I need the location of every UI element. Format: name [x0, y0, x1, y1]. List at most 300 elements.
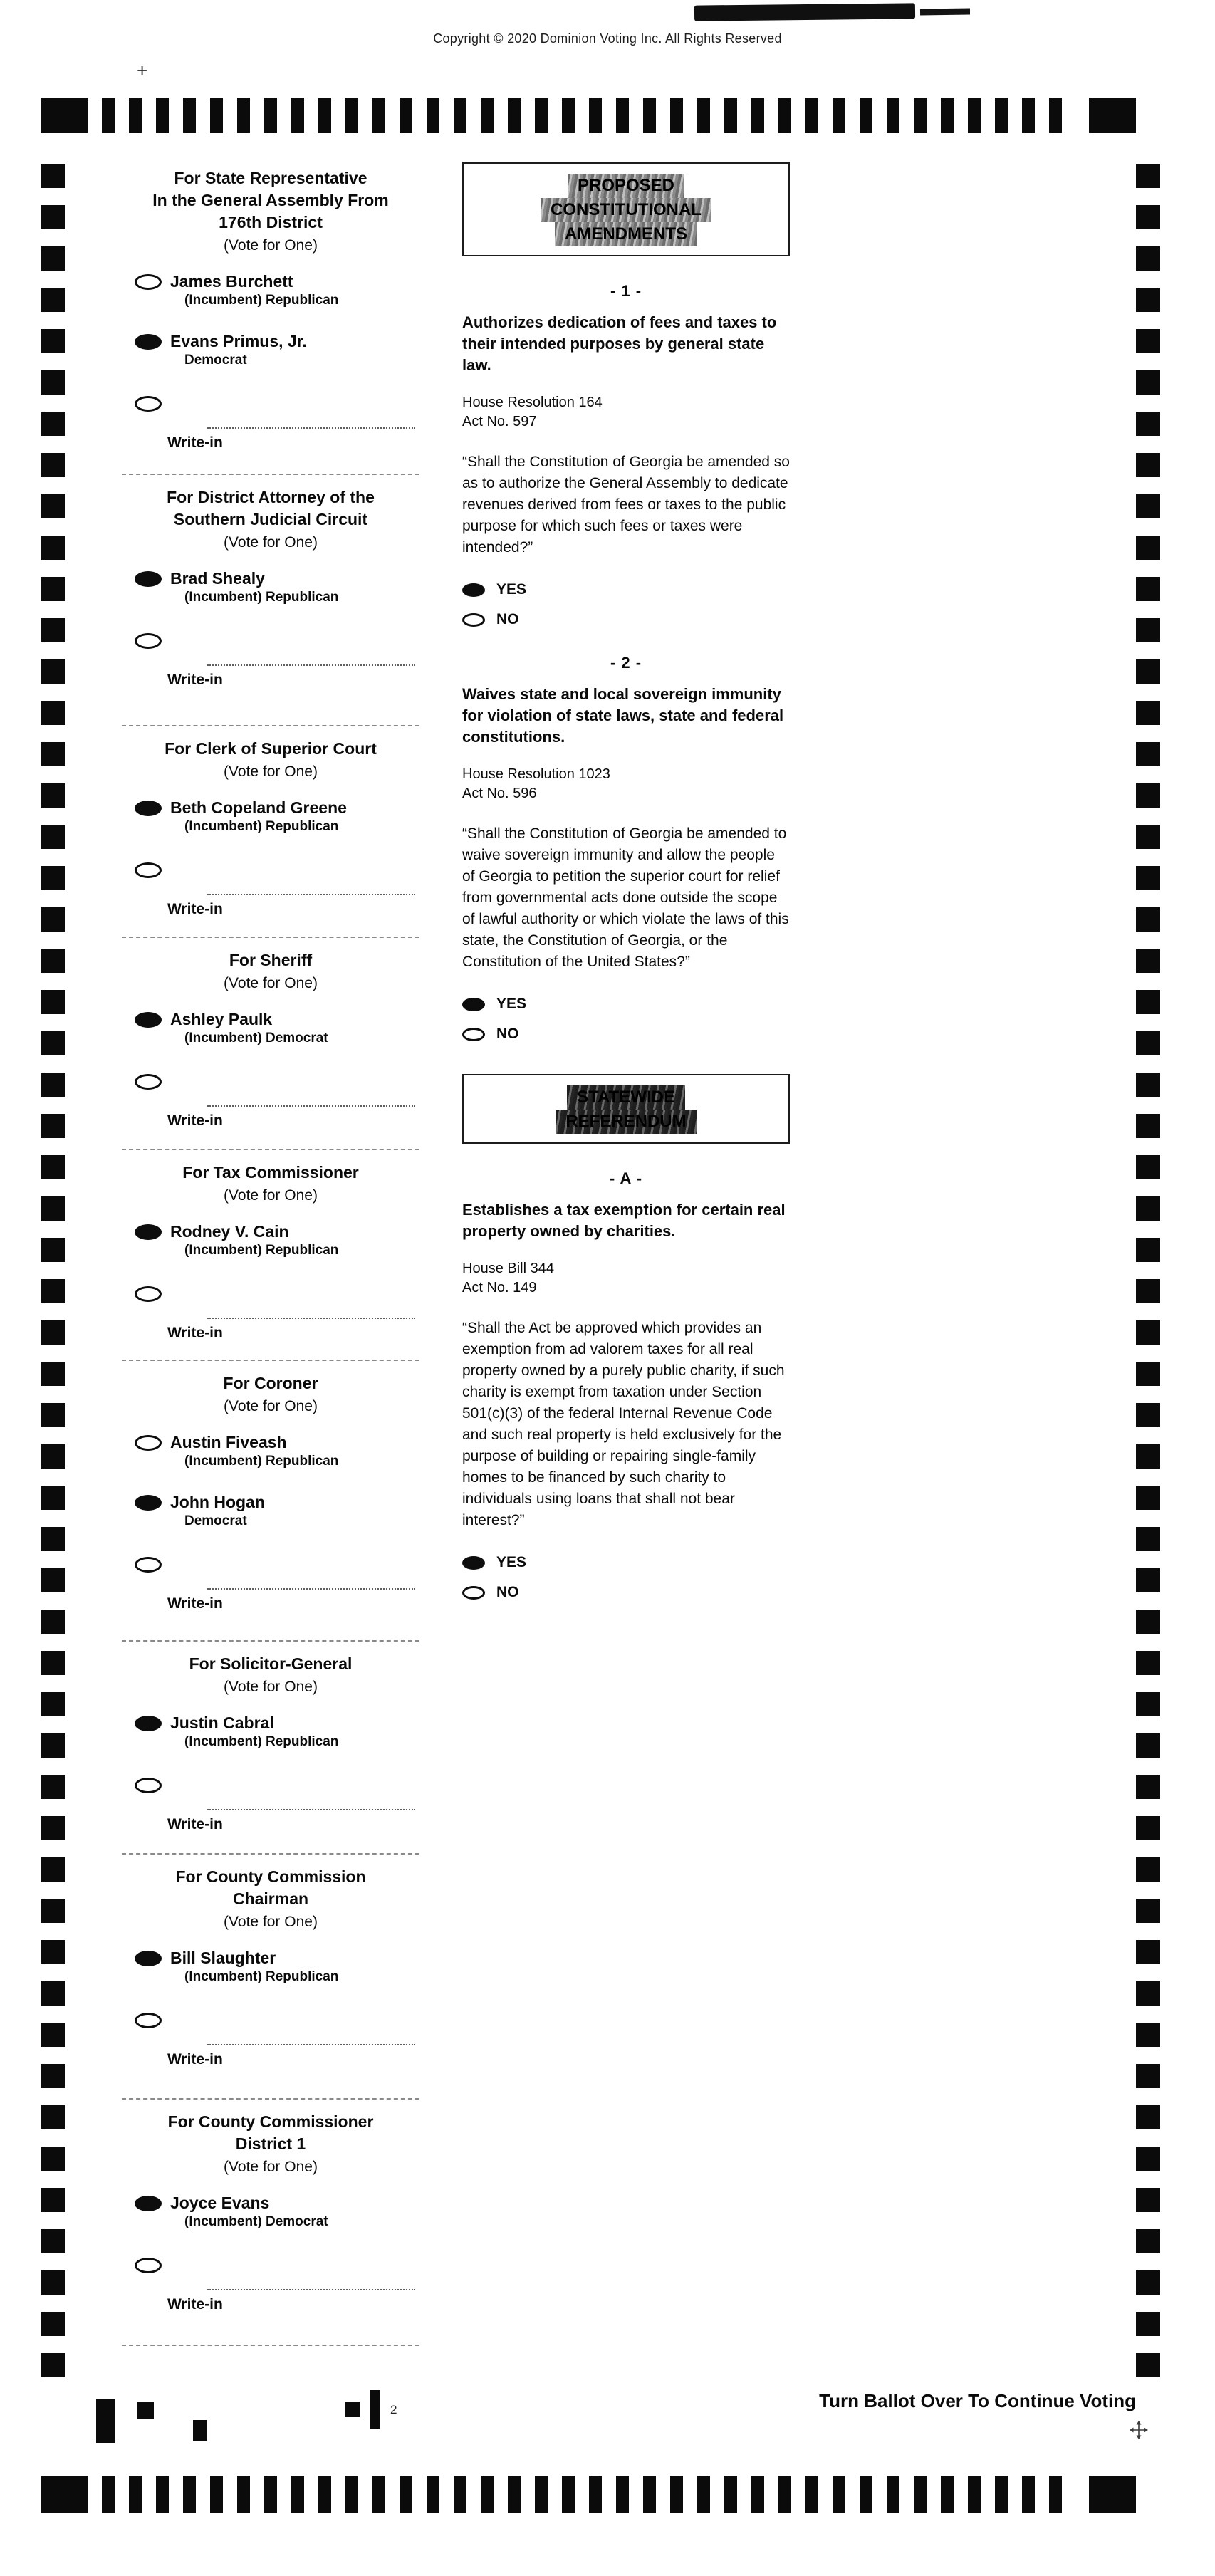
timing-mark — [41, 577, 65, 601]
timing-mark — [41, 1320, 65, 1345]
timing-mark — [102, 2476, 115, 2513]
contest-instruction: (Vote for One) — [224, 1187, 318, 1204]
timing-mark — [41, 1940, 65, 1964]
timing-mark — [1136, 1527, 1160, 1551]
timing-mark — [41, 1775, 65, 1799]
timing-mark — [41, 1733, 65, 1758]
measure-reference-line: Act No. 597 — [462, 414, 537, 429]
measure-question: “Shall the Constitution of Georgia be amended so as to authorize the General Assembly to dedicate revenues derived from fees or taxes to the public purpose for which such fees or taxes were intended?” — [462, 454, 790, 556]
timing-mark — [1136, 205, 1160, 229]
timing-mark — [1136, 536, 1160, 560]
section-header-box — [462, 162, 790, 256]
write-in-label: Write-in — [167, 1112, 223, 1129]
contest-title-line: For District Attorney of the — [167, 488, 375, 506]
measure-summary: Authorizes dedication of fees and taxes to their intended purposes by general state law. — [462, 313, 777, 374]
write-in-bubble-row — [122, 396, 419, 414]
timing-mark — [41, 1692, 65, 1716]
timing-mark — [41, 2229, 65, 2253]
contest-title-line: For Clerk of Superior Court — [165, 739, 377, 758]
measure-references — [462, 1259, 790, 1298]
candidate-name: Justin Cabral — [170, 1714, 274, 1732]
timing-mark — [1136, 866, 1160, 890]
timing-mark — [41, 1444, 65, 1469]
measure-references — [462, 765, 790, 803]
timing-mark — [41, 701, 65, 725]
timing-mark — [41, 1279, 65, 1303]
write-in-bubble[interactable] — [135, 1286, 162, 1302]
write-in-area — [122, 2044, 419, 2068]
timing-mark — [1136, 1899, 1160, 1923]
timing-mark — [1136, 1238, 1160, 1262]
timing-mark — [643, 2476, 656, 2513]
write-in-area — [122, 894, 419, 918]
candidate-detail: (Incumbent) Republican — [184, 1243, 339, 1258]
measure-reference-line: House Bill 344 — [462, 1261, 554, 1276]
timing-mark — [1136, 1692, 1160, 1716]
candidate-row — [122, 1712, 419, 1751]
timing-mark — [41, 1486, 65, 1510]
measure-block — [462, 1169, 790, 1601]
measure-reference-line: Act No. 596 — [462, 786, 537, 801]
timing-mark — [1136, 1403, 1160, 1427]
timing-mark — [535, 98, 548, 133]
timing-mark — [481, 2476, 494, 2513]
timing-mark — [887, 98, 899, 133]
timing-mark — [1136, 618, 1160, 642]
candidate-detail: (Incumbent) Republican — [184, 819, 339, 834]
candidate-bubble[interactable] — [135, 334, 162, 350]
candidate-row — [122, 330, 419, 369]
timing-mark — [1136, 1362, 1160, 1386]
timing-mark — [1136, 825, 1160, 849]
candidate-bubble[interactable] — [135, 801, 162, 816]
timing-mark — [41, 2270, 65, 2295]
timing-mark — [41, 1403, 65, 1427]
candidate-bubble[interactable] — [135, 1495, 162, 1511]
timing-mark — [1136, 949, 1160, 973]
timing-mark — [1136, 1568, 1160, 1592]
timing-mark — [1136, 701, 1160, 725]
contest-block — [122, 1372, 419, 1612]
contest-separator — [122, 725, 419, 726]
measure-option — [462, 581, 790, 598]
write-in-label: Write-in — [167, 1325, 223, 1341]
option-bubble[interactable] — [462, 1586, 485, 1600]
timing-mark — [1136, 1733, 1160, 1758]
candidate-bubble[interactable] — [135, 1012, 162, 1028]
candidate-list — [122, 271, 419, 369]
contest-title-line: District 1 — [235, 2134, 306, 2153]
contest-instruction: (Vote for One) — [224, 237, 318, 254]
registration-cross-icon — [1127, 2419, 1150, 2445]
timing-mark — [41, 370, 65, 395]
timing-mark — [751, 2476, 764, 2513]
contest-title-line: Chairman — [232, 1889, 309, 1908]
measure-block — [462, 654, 790, 1043]
timing-mark — [1136, 1981, 1160, 2006]
write-in-line — [207, 427, 415, 429]
timing-mark — [41, 783, 65, 808]
timing-mark — [887, 2476, 899, 2513]
write-in-label: Write-in — [167, 2296, 223, 2312]
contest-block — [122, 738, 419, 918]
timing-mark — [670, 98, 683, 133]
candidate-bubble[interactable] — [135, 1435, 162, 1451]
write-in-bubble[interactable] — [135, 862, 162, 878]
timing-mark — [1136, 783, 1160, 808]
write-in-bubble-row — [122, 1286, 419, 1305]
contest-title-line: In the General Assembly From — [152, 191, 389, 209]
write-in-line — [207, 664, 415, 666]
measure-option — [462, 611, 790, 628]
measure-option — [462, 996, 790, 1013]
timing-mark — [833, 98, 845, 133]
timing-mark — [1136, 1651, 1160, 1675]
candidate-name: John Hogan — [170, 1493, 265, 1511]
timing-mark — [41, 825, 65, 849]
timing-mark — [41, 246, 65, 271]
candidate-list — [122, 2192, 419, 2231]
write-in-bubble[interactable] — [135, 633, 162, 649]
write-in-bubble-row — [122, 1074, 419, 1093]
candidate-bubble[interactable] — [135, 1224, 162, 1240]
option-label: YES — [496, 581, 527, 598]
measure-options — [462, 581, 790, 628]
contest-instruction: (Vote for One) — [224, 1914, 318, 1930]
contest-separator — [122, 1149, 419, 1150]
section-header-line: STATEWIDE — [567, 1085, 685, 1110]
contest-separator — [122, 1360, 419, 1361]
timing-mark — [41, 1196, 65, 1221]
timing-mark — [41, 1527, 65, 1551]
section-header-line: CONSTITUTIONAL — [541, 198, 711, 222]
timing-mark — [1049, 98, 1062, 133]
candidate-name: Beth Copeland Greene — [170, 798, 347, 817]
timing-mark — [41, 1114, 65, 1138]
timing-mark — [833, 2476, 845, 2513]
timing-mark — [805, 2476, 818, 2513]
contest-title-line: For Solicitor-General — [189, 1654, 353, 1673]
contest-header — [122, 1866, 419, 1933]
scan-artifact — [920, 9, 970, 16]
timing-mark — [697, 2476, 710, 2513]
section-header-row — [468, 174, 784, 198]
write-in-line — [207, 894, 415, 895]
option-bubble[interactable] — [462, 1028, 485, 1041]
contest-separator — [122, 937, 419, 938]
timing-mark — [427, 98, 439, 133]
timing-mark — [1022, 98, 1035, 133]
write-in-bubble[interactable] — [135, 1074, 162, 1090]
section-header-row — [468, 1085, 784, 1110]
timing-mark — [589, 2476, 602, 2513]
timing-mark — [41, 2312, 65, 2336]
timing-mark — [1136, 659, 1160, 684]
section-header-line: AMENDMENTS — [555, 222, 697, 246]
timing-mark — [41, 329, 65, 353]
timing-mark — [1136, 1940, 1160, 1964]
timing-mark — [1136, 1320, 1160, 1345]
timing-mark — [481, 98, 494, 133]
measure-summary: Establishes a tax exemption for certain real property owned by charities. — [462, 1201, 786, 1240]
candidate-detail: (Incumbent) Republican — [184, 590, 339, 605]
timing-mark — [41, 659, 65, 684]
candidate-name: James Burchett — [170, 272, 293, 291]
timing-mark — [1136, 370, 1160, 395]
candidate-list — [122, 1712, 419, 1751]
timing-mark — [1136, 577, 1160, 601]
candidate-list — [122, 1008, 419, 1047]
contest-header — [122, 1372, 419, 1417]
write-in-bubble[interactable] — [135, 2258, 162, 2273]
timing-mark — [1136, 1279, 1160, 1303]
contest-title-line: 176th District — [219, 213, 323, 231]
registration-plus-mark: + — [137, 60, 148, 81]
write-in-bubble[interactable] — [135, 2013, 162, 2028]
measure-options — [462, 996, 790, 1043]
timing-mark — [41, 2188, 65, 2212]
section-header-line: REFERENDUM — [556, 1110, 696, 1134]
measure-references — [462, 393, 790, 432]
contest-block — [122, 949, 419, 1130]
timing-mark — [1136, 2105, 1160, 2129]
candidate-name: Ashley Paulk — [170, 1010, 273, 1028]
timing-mark — [41, 618, 65, 642]
timing-mark — [1136, 1196, 1160, 1221]
measure-reference-line: House Resolution 1023 — [462, 766, 610, 782]
timing-mark — [1136, 412, 1160, 436]
timing-mark — [1049, 2476, 1062, 2513]
candidate-row — [122, 1491, 419, 1530]
option-label: NO — [496, 611, 519, 627]
contest-header — [122, 1653, 419, 1698]
contest-separator — [122, 1853, 419, 1855]
candidate-detail: Democrat — [184, 353, 247, 367]
timing-mark — [1136, 1444, 1160, 1469]
timing-mark — [41, 1610, 65, 1634]
timing-mark — [1136, 2312, 1160, 2336]
write-in-line — [207, 2289, 415, 2290]
timing-mark — [41, 288, 65, 312]
timing-mark — [670, 2476, 683, 2513]
contest-header — [122, 486, 419, 553]
option-bubble[interactable] — [462, 1556, 485, 1570]
contest-column — [122, 0, 419, 2576]
candidate-bubble[interactable] — [135, 571, 162, 587]
timing-mark — [1136, 2188, 1160, 2212]
timing-mark — [724, 98, 737, 133]
candidate-name: Austin Fiveash — [170, 1433, 287, 1451]
timing-mark — [1136, 1610, 1160, 1634]
timing-mark — [535, 2476, 548, 2513]
timing-mark — [1136, 1816, 1160, 1840]
measure-option — [462, 1584, 790, 1601]
contest-block — [122, 1866, 419, 2068]
option-label: NO — [496, 1026, 519, 1042]
measure-option — [462, 1554, 790, 1571]
candidate-bubble[interactable] — [135, 1716, 162, 1731]
measure-block — [462, 282, 790, 628]
timing-mark — [427, 2476, 439, 2513]
contest-block — [122, 167, 419, 452]
contest-title-line: For County Commission — [175, 1867, 366, 1886]
timing-mark — [1136, 1155, 1160, 1179]
timing-mark — [508, 2476, 521, 2513]
timing-mark — [968, 98, 981, 133]
contest-header — [122, 2111, 419, 2178]
timing-mark — [1136, 1031, 1160, 1055]
timing-mark — [41, 1857, 65, 1882]
write-in-line — [207, 1588, 415, 1590]
timing-mark — [508, 98, 521, 133]
candidate-name: Evans Primus, Jr. — [170, 332, 307, 350]
write-in-label: Write-in — [167, 434, 223, 451]
timing-mark — [41, 1031, 65, 1055]
candidate-detail: (Incumbent) Democrat — [184, 2214, 328, 2229]
write-in-line — [207, 2044, 415, 2045]
write-in-line — [207, 1105, 415, 1107]
write-in-line — [207, 1318, 415, 1319]
write-in-label: Write-in — [167, 1595, 223, 1612]
timing-mark — [1089, 98, 1136, 133]
candidate-list — [122, 568, 419, 606]
timing-mark — [41, 1238, 65, 1262]
timing-mark — [1089, 2476, 1136, 2513]
timing-mark — [1136, 2064, 1160, 2088]
write-in-label: Write-in — [167, 1816, 223, 1832]
candidate-name: Bill Slaughter — [170, 1949, 276, 1967]
timing-mark — [41, 205, 65, 229]
write-in-label: Write-in — [167, 2051, 223, 2067]
candidate-detail: (Incumbent) Republican — [184, 1969, 339, 1984]
measure-reference-line: Act No. 149 — [462, 1280, 537, 1295]
candidate-bubble[interactable] — [135, 274, 162, 290]
timing-mark — [778, 2476, 791, 2513]
timing-mark — [41, 1155, 65, 1179]
contest-instruction: (Vote for One) — [224, 975, 318, 991]
contest-header — [122, 738, 419, 783]
candidate-detail: (Incumbent) Republican — [184, 293, 339, 308]
candidate-list — [122, 1221, 419, 1259]
contest-title-line: Southern Judicial Circuit — [173, 510, 368, 528]
contest-instruction: (Vote for One) — [224, 763, 318, 780]
timing-mark — [41, 1981, 65, 2006]
timing-mark — [41, 1899, 65, 1923]
candidate-row — [122, 568, 419, 606]
timing-mark — [914, 98, 927, 133]
write-in-area — [122, 2289, 419, 2313]
timing-mark — [102, 98, 115, 133]
timing-mark — [1136, 2023, 1160, 2047]
timing-mark — [1136, 907, 1160, 932]
measure-question: “Shall the Constitution of Georgia be amended to waive sovereign immunity and allow the people of Georgia to petition the superior court for relief from governmental acts done outside the scope of lawful authority or which violate the laws of this state, the Constitution of Georgia, or the Constitution of the United States?” — [462, 825, 789, 970]
section-header-line: PROPOSED — [568, 174, 684, 198]
candidate-name: Joyce Evans — [170, 2194, 270, 2212]
timing-mark — [697, 98, 710, 133]
contest-instruction: (Vote for One) — [224, 1398, 318, 1414]
candidate-row — [122, 1947, 419, 1986]
timing-mark — [616, 2476, 629, 2513]
timing-mark — [41, 494, 65, 518]
contest-separator — [122, 2098, 419, 2100]
timing-mark — [562, 2476, 575, 2513]
candidate-bubble[interactable] — [135, 2196, 162, 2211]
section-header-box — [462, 1074, 790, 1144]
option-bubble[interactable] — [462, 998, 485, 1011]
contest-title-line: For Coroner — [223, 1374, 318, 1392]
candidate-detail: (Incumbent) Democrat — [184, 1031, 328, 1045]
timing-mark — [41, 164, 65, 188]
option-label: YES — [496, 996, 527, 1012]
contest-instruction: (Vote for One) — [224, 534, 318, 551]
option-bubble[interactable] — [462, 583, 485, 597]
timing-mark — [41, 907, 65, 932]
contest-title-line: For Sheriff — [229, 951, 313, 969]
timing-mark — [41, 2353, 65, 2377]
timing-mark — [41, 1568, 65, 1592]
write-in-bubble[interactable] — [135, 396, 162, 412]
candidate-name: Brad Shealy — [170, 569, 265, 588]
candidate-bubble[interactable] — [135, 1951, 162, 1966]
timing-mark — [1136, 1486, 1160, 1510]
candidate-row — [122, 271, 419, 309]
timing-mark — [914, 2476, 927, 2513]
copyright-text: Copyright © 2020 Dominion Voting Inc. All Rights Reserved — [433, 31, 782, 46]
timing-mark — [941, 98, 954, 133]
write-in-label: Write-in — [167, 672, 223, 688]
candidate-row — [122, 1432, 419, 1470]
write-in-bubble[interactable] — [135, 1557, 162, 1573]
measures-column — [462, 162, 790, 1614]
timing-mark — [1022, 2476, 1035, 2513]
contest-title-line: For County Commissioner — [167, 2112, 374, 2131]
option-bubble[interactable] — [462, 613, 485, 627]
timing-mark — [41, 1816, 65, 1840]
contest-header — [122, 949, 419, 994]
timing-mark — [860, 98, 872, 133]
measure-options — [462, 1554, 790, 1601]
timing-mark — [1136, 1114, 1160, 1138]
timing-mark — [968, 2476, 981, 2513]
candidate-name: Rodney V. Cain — [170, 1222, 289, 1241]
timing-mark — [1136, 1073, 1160, 1097]
write-in-line — [207, 1809, 415, 1810]
timing-mark — [860, 2476, 872, 2513]
timing-mark — [1136, 2353, 1160, 2377]
timing-mark — [41, 2105, 65, 2129]
contest-block — [122, 486, 419, 689]
measure-question: “Shall the Act be approved which provides an exemption from ad valorem taxes for all real property owned by a purely public charity, if such charity is exempt from taxation under Section 501(c)(3) of the federal Internal Revenue Code and such real property is held exclusively for the purpose of building or repairing single-family homes to be financed by such charity to individuals using loans that shall not bear interest?” — [462, 1320, 785, 1528]
measure-summary: Waives state and local sovereign immunity for violation of state laws, state and federal constitutions. — [462, 685, 784, 746]
write-in-bubble[interactable] — [135, 1778, 162, 1793]
timing-mark — [41, 742, 65, 766]
write-in-bubble-row — [122, 1778, 419, 1796]
measure-number: - 1 - — [610, 282, 642, 300]
timing-mark — [41, 866, 65, 890]
scan-artifact — [694, 3, 915, 21]
contest-separator — [122, 1640, 419, 1642]
contest-block — [122, 1653, 419, 1833]
section-header-row — [468, 198, 784, 222]
contest-block — [122, 1162, 419, 1342]
timing-mark — [995, 98, 1008, 133]
write-in-area — [122, 1105, 419, 1130]
timing-mark — [1136, 453, 1160, 477]
timing-mark — [454, 98, 466, 133]
measure-number: - A - — [609, 1169, 643, 1187]
timing-mark — [1136, 2270, 1160, 2295]
timing-mark — [41, 536, 65, 560]
